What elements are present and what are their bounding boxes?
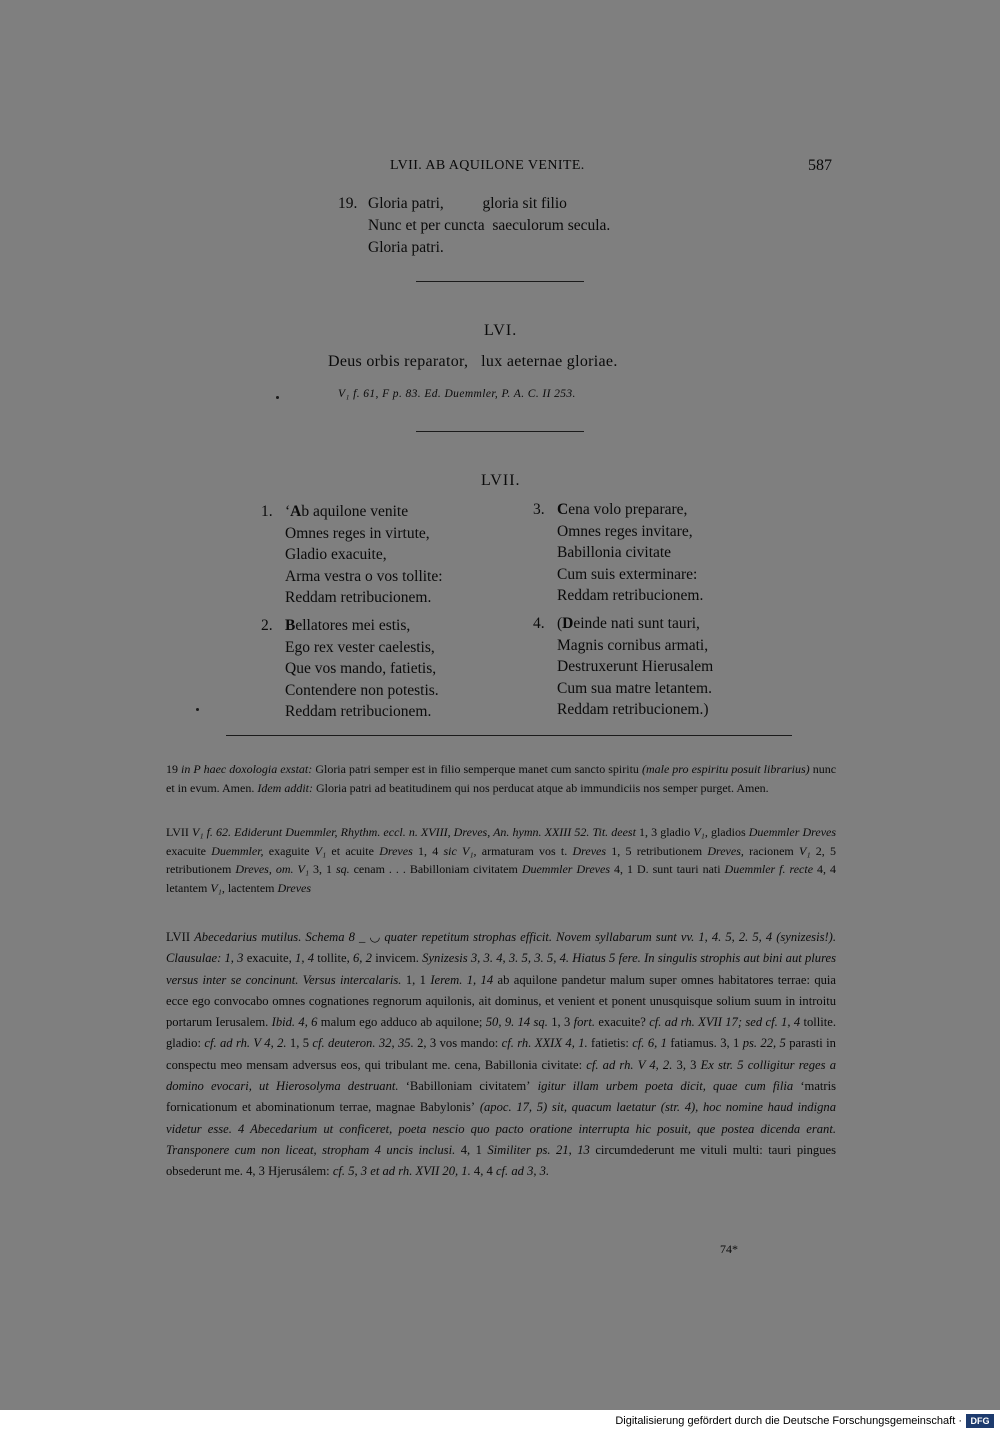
text-segment: tollite, — [314, 951, 353, 966]
stanza-number: 4. — [533, 615, 545, 632]
italic-segment: fort. — [573, 1015, 595, 1030]
doxology-line: 19. Gloria patri, gloria sit filio — [338, 193, 610, 215]
text-segment: ʻmatris fornicationum et abominationum terrae, magnae Babylonisʼ — [166, 1079, 837, 1115]
section-heading-lvii: LVII. — [481, 472, 521, 489]
signature-mark: 74* — [720, 1242, 738, 1256]
italic-segment: Ierem. 1, 14 — [430, 972, 494, 987]
italic-segment: Dreves — [379, 843, 413, 858]
italic-segment: V₁, — [693, 825, 708, 839]
stanza-3 — [533, 499, 704, 607]
italic-segment: cf. ad rh. V 4, 2. — [586, 1057, 673, 1072]
doxology-block — [338, 193, 610, 259]
incipit-lvi: Deus orbis reparator, lux aeternae gloriae. — [328, 353, 618, 370]
italic-segment: V₁, — [210, 880, 225, 895]
italic-segment: V₁ f. 62. Ediderunt Duemmler, Rhythm. eccl. n. XVIII, Dreves, An. hymn. XXIII 52. Tit. deest — [192, 825, 636, 839]
margin-dot — [196, 708, 199, 711]
text-segment: tollite. gladio: — [166, 1015, 837, 1051]
italic-segment: cf. 5, 3 et ad rh. XVII 20, 1. — [332, 1164, 471, 1179]
verse-line: Bellatores mei estis, — [285, 617, 411, 634]
text-segment: gladios — [707, 825, 749, 839]
doxology-line: Nunc et per cuncta saeculorum secula. — [368, 217, 611, 234]
verse-line: Reddam retribucionem.) — [557, 701, 709, 718]
sources-lvi: V₁ f. 61, F p. 83. Ed. Duemmler, P. A. C. II 253. — [338, 388, 576, 400]
note-19 — [166, 760, 836, 797]
section-rule — [416, 431, 584, 432]
italic-segment: cf. ad 3, 3. — [495, 1164, 550, 1179]
text-segment: 4, 4 letantem — [166, 862, 837, 895]
text-segment: exacuite — [166, 843, 212, 858]
text-segment: LVII — [166, 930, 195, 944]
text-segment: 1, 3 — [547, 1015, 574, 1030]
text-segment: Gloria patri ad beatitudinem qui nos perducat atque ab immundiciis nos semper purget. Amen. — [312, 780, 769, 795]
verse-line: Omnes reges invitare, — [557, 522, 693, 540]
verse-line: ʻAb aquilone venite — [285, 503, 409, 520]
italic-segment: sic V₁, — [443, 843, 477, 858]
italic-segment: Idem addit: — [257, 780, 313, 795]
verse-line: Gladio exacuite, — [285, 546, 387, 563]
text-segment: LVII — [166, 825, 192, 839]
section-rule — [416, 281, 584, 282]
italic-segment: (male pro espiritu posuit librarius) — [641, 762, 810, 776]
verse-line: Cum suis exterminare: — [557, 565, 698, 583]
text-segment: 4, 1 — [455, 1142, 488, 1157]
verse-line: Que vos mando, fatietis, — [285, 660, 437, 677]
running-head-title: LVII. AB AQUILONE VENITE. — [390, 158, 585, 173]
italic-segment: cf. ad rh. XVII 17; sed cf. 1, 4 — [649, 1015, 801, 1030]
italic-segment: Duemmler Dreves — [748, 825, 837, 839]
note-lvii-apparatus — [166, 823, 836, 897]
dfg-logo[interactable]: DFG — [966, 1414, 994, 1428]
stanza-number: 3. — [533, 501, 545, 518]
text-segment: 19 — [166, 762, 182, 776]
text-segment: cenam . . . Babilloniam civitatem — [349, 862, 522, 876]
text-segment: 1, 5 — [286, 1036, 313, 1051]
note-lvii-commentary — [166, 927, 836, 1183]
italic-segment: igitur illam urbem poeta dicit, quae cum filia — [537, 1079, 794, 1094]
doxology-line: Gloria patri. — [368, 239, 444, 256]
text-segment: ab aquilone pandetur malum super omnes habitatores terrae: quia ecce ego convocabo omnes cognationes regnorum aquilonis, ait dominus, et venient et ponent unusquisque solium suum in introitu portarum Ierusalem. — [166, 972, 837, 1030]
verse-line: Reddam retribucionem. — [285, 589, 432, 606]
italic-segment: Ex str. 5 colligitur reges a domino evocari, ut Hierosolyma destruant. — [166, 1057, 836, 1094]
verse-line: Reddam retribucionem. — [285, 703, 432, 720]
text-segment: 3, 1 — [309, 862, 336, 876]
page-number: 587 — [808, 157, 832, 174]
text-segment: 1, 5 retributionem — [606, 843, 708, 858]
text-segment: et acuite — [326, 843, 380, 858]
verse-line: Arma vestra o vos tollite: — [285, 567, 443, 585]
text-segment: 4, 1 D. sunt tauri nati — [610, 862, 725, 876]
verse-line: Cena volo preparare, — [557, 501, 688, 518]
italic-segment: Dreves, om. V₁ — [235, 862, 309, 876]
italic-segment: V₁ — [314, 843, 327, 858]
stanza-number: 1. — [261, 503, 273, 520]
italic-segment: (apoc. 17, 5) sit, quacum laetatur (str. 4), hoc nomine haud indigna videtur esse. 4 Abecedarium ut conficeret, poeta nescio quo pacto oratione interrupta hic posuit, que postea dicenda erant. Transponere cum non liceat, stropham 4 uncis inclusi. — [166, 1100, 836, 1157]
italic-segment: cf. ad rh. V 4, 2. — [204, 1036, 287, 1051]
verse-line: Reddam retribucionem. — [557, 587, 704, 604]
italic-segment: Duemmler Dreves — [521, 862, 610, 876]
verse-line: Ego rex vester caelestis, — [285, 638, 435, 656]
section-heading-lvi: LVI. — [484, 322, 518, 339]
italic-segment: 50, 9. 14 sq. — [485, 1015, 548, 1030]
text-segment: 1, 1 — [401, 972, 431, 987]
italic-segment: Synizesis 3, 3. 4, 3. 5, 3. 5, 4. Hiatus 5 fere. In singulis strophis aut bini aut plures versus inter se concinunt. Versus intercalaris. — [166, 951, 837, 987]
text-segment: exacuite, — [243, 951, 296, 966]
text-segment: circumdederunt me vituli multi: tauri pingues obsederunt me. 4, 3 Hjerusálem: — [166, 1142, 837, 1179]
apparatus-rule — [226, 735, 792, 736]
text-segment: 2, 5 retributionem — [166, 843, 836, 876]
text-segment: fatiamus. 3, 1 — [666, 1036, 743, 1051]
text-segment: 2, 3 vos mando: — [413, 1036, 502, 1051]
text-segment: lactentem — [224, 880, 278, 895]
verse-line: Contendere non potestis. — [285, 681, 439, 699]
italic-segment: cf. deuteron. 32, 35. — [312, 1036, 414, 1051]
italic-segment: Dreves, — [707, 843, 744, 858]
text-segment: malum ego adduco ab aquilone; — [317, 1015, 486, 1030]
stanza-4 — [533, 613, 714, 721]
footer-credit[interactable]: Digitalisierung gefördert durch die Deutsche Forschungsgemeinschaft · — [615, 1415, 962, 1427]
text-segment: 1, 3 gladio — [635, 825, 694, 839]
text-segment: 3, 3 — [672, 1057, 701, 1072]
verse-line: Omnes reges in virtute, — [285, 524, 430, 542]
italic-segment: in P haec doxologia exstat: — [181, 762, 313, 776]
verse-line: Destruxerunt Hierusalem — [557, 658, 714, 675]
italic-segment: V₁ — [799, 843, 811, 858]
verse-line: Cum sua matre letantem. — [557, 679, 712, 697]
text-segment: racionem — [743, 843, 799, 858]
margin-dot — [276, 396, 279, 399]
text-segment: exaguite — [263, 843, 315, 858]
italic-segment: Duemmler, — [211, 843, 264, 858]
italic-segment: Dreves — [572, 843, 607, 858]
italic-segment: Duemmler f. recte — [724, 862, 814, 876]
stanza-number: 2. — [261, 617, 273, 634]
doxology-number: 19. — [338, 195, 358, 212]
italic-segment: Abecedarius mutilus. Schema 8 _ ◡ quater repetitum strophas efficit. Novem syllabarum sunt vv. 1, 4. 5, 2. 5, 4 (synizesis!). Clausulae: 1, 3 — [166, 930, 837, 966]
italic-segment: sq. — [335, 862, 350, 876]
text-segment: invicem. — [371, 951, 423, 966]
text-segment: armaturam vos t. — [476, 843, 573, 858]
italic-segment: cf. rh. XXIX 4, 1. — [501, 1036, 588, 1051]
text-segment: parasti in conspectu meo mensam adversus eos, qui tribulant me. cena, Babillonia civitate: — [166, 1036, 836, 1072]
italic-segment: 1, 4 — [295, 951, 315, 966]
text-segment: exacuite? — [594, 1015, 650, 1030]
italic-segment: Dreves — [277, 880, 312, 895]
stanza-2 — [261, 615, 439, 723]
italic-segment: Similiter ps. 21, 13 — [487, 1142, 590, 1157]
text-segment: fatietis: — [587, 1036, 633, 1051]
text-segment: nunc et in evum. Amen. — [166, 762, 837, 795]
italic-segment: ps. 22, 5 — [742, 1036, 786, 1051]
text-segment: 4, 4 — [470, 1164, 496, 1179]
text-segment: Gloria patri semper est in filio semperque manet cum sancto spiritu — [312, 762, 642, 776]
italic-segment: Ibid. 4, 6 — [271, 1015, 318, 1030]
stanza-1 — [261, 501, 443, 609]
verse-line: (Deinde nati sunt tauri, — [557, 615, 700, 632]
italic-segment: cf. 6, 1 — [632, 1036, 667, 1051]
verse-line: Magnis cornibus armati, — [557, 636, 709, 654]
text-segment: ʻBabilloniam civitatemʼ — [398, 1079, 538, 1094]
verse-line: Babillonia civitate — [557, 544, 672, 561]
italic-segment: 6, 2 — [353, 951, 372, 966]
text-segment: 1, 4 — [412, 843, 444, 858]
